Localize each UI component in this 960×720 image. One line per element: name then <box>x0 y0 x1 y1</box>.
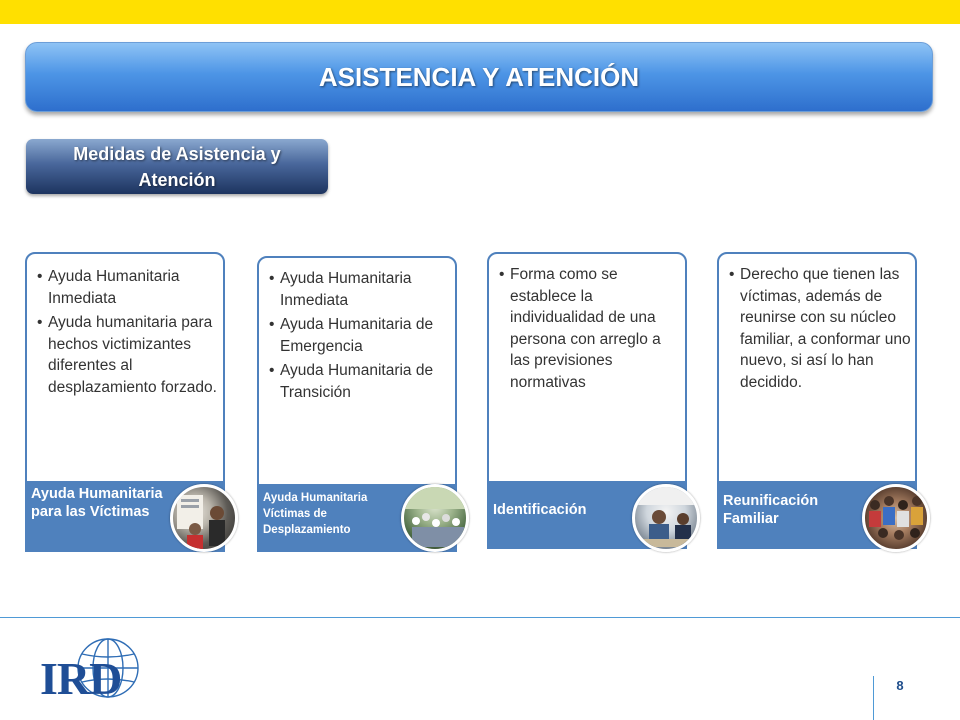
card-4-label: Reunificación Familiar <box>723 493 819 527</box>
photo-crowd-icon <box>404 487 469 552</box>
photo-gathering-icon <box>865 487 930 552</box>
card-3-list <box>495 264 681 396</box>
card-2-item: • Ayuda Humanitaria Inmediata <box>265 268 451 311</box>
page-number-divider <box>873 676 874 720</box>
crowd-march-photo <box>401 484 469 552</box>
photo-desk-icon <box>635 487 700 552</box>
logo-text: IRD <box>40 653 122 702</box>
slide-title: ASISTENCIA Y ATENCIÓN <box>318 61 640 92</box>
title-banner <box>25 42 933 112</box>
footer-divider <box>0 617 960 618</box>
card-2-item: • Ayuda Humanitaria de Transición <box>265 360 451 403</box>
photo-figures-icon <box>173 487 238 552</box>
subtitle-banner <box>26 139 328 194</box>
card-3-label: Identificación <box>493 502 587 518</box>
page-number: 8 <box>896 678 904 693</box>
card-1-item: • Ayuda humanitaria para hechos victimizantes diferentes al desplazamiento forzado. <box>33 312 219 398</box>
top-accent-bar <box>0 0 960 24</box>
card-2-label: Ayuda Humanitaria Víctimas de Desplazamiento <box>263 492 368 536</box>
crowd-gathering-photo <box>862 484 930 552</box>
people-at-office-photo <box>170 484 238 552</box>
card-2-item: • Ayuda Humanitaria de Emergencia <box>265 314 451 357</box>
card-1-item: • Ayuda Humanitaria Inmediata <box>33 266 219 309</box>
card-2-list <box>265 268 451 406</box>
card-4-list <box>725 264 911 396</box>
ird-logo <box>38 638 142 702</box>
card-1-list <box>33 266 219 401</box>
card-1-label: Ayuda Humanitaria para las Víctimas <box>31 486 163 520</box>
slide-subtitle: Medidas de Asistencia y Atención <box>73 143 281 190</box>
registration-desk-photo <box>632 484 700 552</box>
card-3-item: • Forma como se establece la individualidad de una persona con arreglo a las previsiones normativas <box>495 264 681 393</box>
card-4-item: • Derecho que tienen las víctimas, además de reunirse con su núcleo familiar, a conformar uno nuevo, si así lo han decidido. <box>725 264 911 393</box>
